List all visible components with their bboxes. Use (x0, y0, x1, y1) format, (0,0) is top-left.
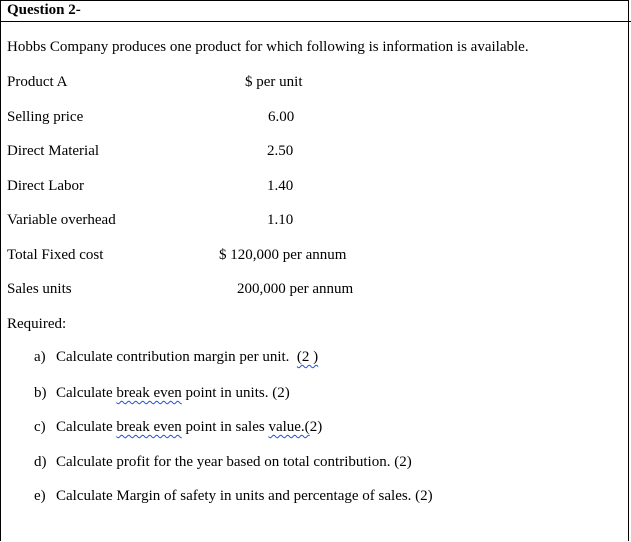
row-label-direct-material: Direct Material (7, 143, 100, 159)
requirement-letter: a) (34, 349, 46, 365)
requirement-text: Calculate Margin of safety in units and percentage of sales. (2) (56, 488, 433, 504)
requirement-a (34, 349, 318, 366)
requirement-c (34, 419, 322, 436)
row-value-selling-price: 6.00 (268, 109, 295, 125)
required-heading: Required: (7, 316, 67, 332)
requirement-text: Calculate (56, 385, 117, 401)
requirement-letter: e) (34, 488, 46, 504)
spellcheck-flag: (2 ) (296, 349, 319, 365)
intro-text: Hobbs Company produces one product for which following is information is available. (7, 39, 529, 55)
question-title: Question 2- (7, 2, 81, 18)
spellcheck-flag-2: value.( (268, 419, 310, 435)
row-value-sales-units: 200,000 per annum (237, 281, 354, 297)
requirement-e (34, 488, 433, 505)
row-value-total-fixed-cost: $ 120,000 per annum (219, 247, 347, 263)
row-label-selling-price: Selling price (7, 109, 84, 125)
requirement-letter: b) (34, 385, 47, 401)
requirement-text-end: 2) (309, 419, 323, 435)
requirement-letter: c) (34, 419, 46, 435)
row-label-variable-overhead: Variable overhead (7, 212, 116, 228)
row-label-direct-labor: Direct Labor (7, 178, 85, 194)
row-value-direct-material: 2.50 (267, 143, 294, 159)
requirement-text: Calculate contribution margin per unit. (56, 349, 297, 365)
title-bar (0, 0, 631, 22)
requirement-text: Calculate (56, 419, 117, 435)
row-value-variable-overhead: 1.10 (267, 212, 294, 228)
row-value-direct-labor: 1.40 (267, 178, 294, 194)
requirement-text-end: point in units. (2) (181, 385, 290, 401)
spellcheck-flag: break even (116, 419, 182, 435)
row-label-sales-units: Sales units (7, 281, 72, 297)
row-label-total-fixed-cost: Total Fixed cost (7, 247, 104, 263)
spellcheck-flag: break even (116, 385, 182, 401)
requirement-letter: d) (34, 454, 47, 470)
requirement-b (34, 385, 290, 402)
requirement-d (34, 454, 412, 471)
requirement-text: Calculate profit for the year based on total contribution. (2) (56, 454, 412, 470)
table-header-value: $ per unit (245, 74, 303, 90)
requirement-text-mid: point in sales (181, 419, 269, 435)
table-header-label: Product A (7, 74, 68, 90)
